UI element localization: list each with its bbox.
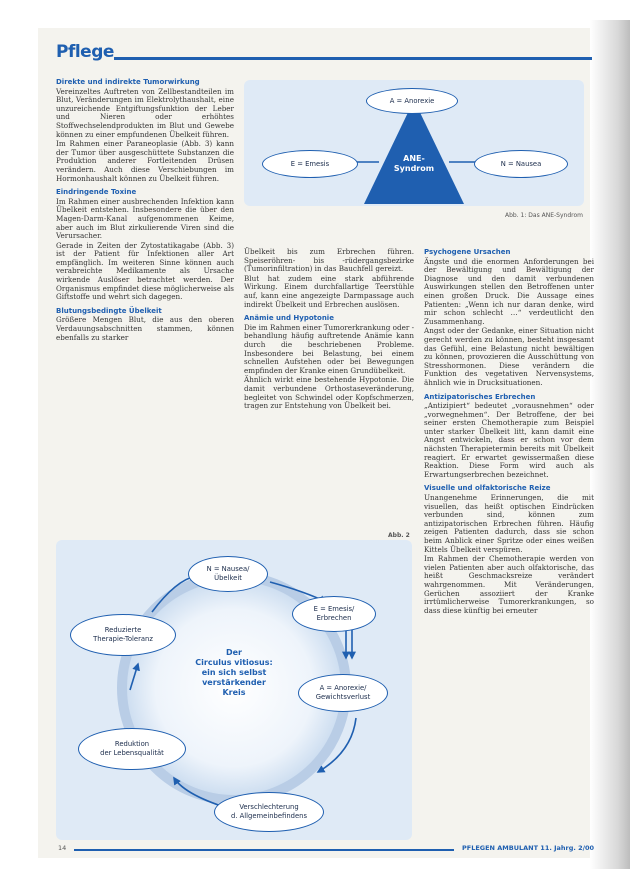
figure-2-node-nausea: [188, 556, 268, 592]
figure-2-node-emesis-line2: Erbrechen: [316, 614, 352, 622]
figure-2-node-emesis: [292, 596, 376, 632]
figure-2-node-verschlechterung: [214, 792, 324, 832]
figure-2-center-line1: Der: [225, 648, 242, 657]
col3-paragraph-1: Ängste und die enormen Anforderungen bei der Bewältigung und Bewältigung der Diagnose und den damit verbundenen Auswirkungen stellen den Betroffenen unter einen großen Druck. Die Aussage eines Patienten: „Wenn ich nur daran denke, wird mir schon schlecht …“ verdeutlicht den Zusammenhang.: [424, 256, 594, 326]
figure-2-node-therapie-toleranz-line1: Reduzierte: [104, 626, 142, 634]
col2-paragraph-4: Ähnlich wirkt eine bestehende Hypotonie. Die damit verbundene Orthostaseveränderung, begleitet von Schwindel oder Kopfschmerzen, tragen zur Entstehung von Übelkeit bei.: [244, 375, 414, 411]
figure-2-node-nausea-line2: Übelkeit: [214, 574, 242, 582]
col3-paragraph-5: Im Rahmen der Chemotherapie werden von vielen Patienten aber auch olfaktorische, das heißt Geschmacksreize verändert wahrgenommen. Mit Veränderungen, Gerüchen assoziiert der Kranke irrtümlicherweise Tumorerkrankungen, so dass diese künftig bei erneuter: [424, 554, 594, 615]
figure-1-nausea-node: N = Nausea: [474, 150, 568, 178]
page-number: 14: [58, 844, 67, 852]
column-2: [244, 248, 414, 412]
section-title: Pflege: [56, 42, 114, 62]
col1-heading-3: Blutungsbedingte Übelkeit: [56, 306, 162, 315]
figure-1-center-line2: Syndrom: [393, 164, 435, 173]
figure-2-node-lebensqualitaet-line1: Reduktion: [114, 740, 150, 748]
figure-2-node-nausea-line1: N = Nausea/: [206, 565, 250, 573]
figure-2-center-text: [184, 648, 284, 698]
figure-2-label: Abb. 2: [388, 532, 410, 539]
figure-1-caption: Abb. 1: Das ANE-Syndrom: [505, 212, 583, 219]
col1-heading-1: Direkte und indirekte Tumorwirkung: [56, 78, 200, 86]
col1-paragraph-4: Gerade in Zeiten der Zytostatikagabe (Abb. 3) ist der Patient für Infektionen aller Art empfänglich. Im weiteren Sinne können auch verabreichte Medikamente als Ursache wirkende Auslöser betrachtet werden. Der Organismus empfindet diese möglicherweise als Giftstoffe und wehrt sich dagegen.: [56, 240, 234, 302]
col3-paragraph-2: Angst oder der Gedanke, einer Situation nicht gerecht werden zu können, besteht insgesamt das Gefühl, eine Belastung nicht bewältigen zu können, provozieren die Ausschüttung von Stresshormonen. Diese verändern die Funktion des vegetativen Nervensystems, ähnlich wie in Drucksituationen.: [424, 326, 594, 387]
col2-paragraph-2: Blut hat zudem eine stark abführende Wirkung. Einem durchfallartige Teerstühle auf, kann eine angezeigte Darmpassage auch indirekt Übelkeit und Erbrechen auslösen.: [244, 273, 414, 309]
figure-2-node-emesis-line1: E = Emesis/: [313, 605, 355, 613]
col2-heading-1: Anämie und Hypotonie: [244, 314, 334, 323]
col3-paragraph-3: „Antizipiert“ bedeutet „vorausnehmen“ oder „vorwegnehmen“. Der Betroffene, der bei seiner ersten Chemotherapie zum Beispiel unter starker Übelkeit litt, kann damit eine Angst entwickeln, dass er schon vor dem nächsten Therapietermin bereits mit Übelkeit reagiert. Er erwartet gewissermaßen diese Reaktion. Diese Form wird auch als Erwartungserbrechen bezeichnet.: [424, 401, 594, 479]
figure-2-node-verschlechterung-line2: d. Allgemeinbefindens: [231, 812, 307, 820]
col3-paragraph-4: Unangenehme Erinnerungen, die mit visuellen, das heißt optischen Eindrücken verbunden sind, können zum antizipatorischen Erbrechen führen. Häufig zeigen Patienten dadurch, dass sie schon beim Anblick einer Spritze oder eines weißen Kittels Übelkeit verspüren.: [424, 493, 594, 554]
col1-paragraph-3: Im Rahmen einer ausbrechenden Infektion kann Übelkeit entstehen. Insbesondere die über den Magen-Darm-Kanal aufgenommenen Keime, aber auch im Blut zirkulierende Viren sind die Verursacher.: [56, 196, 234, 241]
figure-1-anorexie-node: A = Anorexie: [366, 88, 458, 114]
col1-paragraph-2: Im Rahmen einer Paraneoplasie (Abb. 3) kann der Tumor über ausgeschüttete Substanzen die Produktion anderer Fortleitenden Drüsen verändern. Auch diese Verschiebungen im Hormonhaushalt können zu Übelkeit führen.: [56, 139, 234, 183]
figure-2-node-anorexie-line2: Gewichtsverlust: [315, 693, 371, 701]
figure-1-center-line1: ANE-: [403, 154, 425, 163]
figure-2-center-line4: verstärkender: [202, 678, 266, 687]
figure-1-emesis-node: E = Emesis: [262, 150, 358, 178]
col2-paragraph-1: Übelkeit bis zum Erbrechen führen. Speiseröhren- bis -rüdergangsbezirke (Tumorinfiltration) in das Bauchfell gereizt.: [244, 247, 414, 274]
journal-footer: PFLEGEN AMBULANT 11. Jahrg. 2/00: [462, 844, 595, 852]
figure-2-node-lebensqualitaet: [78, 728, 186, 770]
figure-2-node-therapie-toleranz-line2: Therapie-Toleranz: [93, 635, 153, 643]
col3-heading-1: Psychogene Ursachen: [424, 248, 511, 256]
col3-heading-2: Antizipatorisches Erbrechen: [424, 392, 536, 401]
figure-2-center-line2: Circulus vitiosus:: [195, 658, 273, 667]
col1-paragraph-1: Vereinzeltes Auftreten von Zellbestandteilen im Blut, Veränderungen im Elektrolythaushalt, eine unzureichende Entgiftungsfunktion der Leber und Nieren oder erhöhtes Stoffwechselendprodukten im Blut und Gewebe können zu einer empfundenen Übelkeit führen.: [56, 86, 234, 139]
page-gutter-shadow: [590, 20, 630, 869]
figure-2-center-line5: Kreis: [222, 688, 246, 697]
col2-paragraph-3: Die im Rahmen einer Tumorerkrankung oder -behandlung häufig auftretende Anämie kann durch die beschriebenen Probleme. Insbesondere bei Belastung, bei einem schnellen Aufstehen oder bei Bewegungen empfinden der Kranke einen Grundübelkeit.: [244, 322, 414, 375]
figure-2-node-anorexie-line1: A = Anorexie/: [319, 684, 367, 692]
col1-paragraph-5: Größere Mengen Blut, die aus den oberen Verdauungsabschnitten stammen, können ebenfalls zu starker: [56, 315, 234, 342]
figure-2-node-verschlechterung-line1: Verschlechterung: [239, 803, 299, 811]
figure-2-center-line3: ein sich selbst: [201, 668, 267, 677]
column-3: [424, 248, 594, 616]
column-1: [56, 78, 234, 343]
figure-2-node-anorexie: [298, 674, 388, 712]
footer-rule: [74, 849, 454, 851]
col3-heading-3: Visuelle und olfaktorische Reize: [424, 484, 551, 493]
col1-heading-2: Eindringende Toxine: [56, 188, 137, 197]
header-rule: [114, 57, 592, 60]
figure-1-center-label: [384, 154, 444, 174]
figure-2-node-lebensqualitaet-line2: der Lebensqualität: [100, 749, 164, 757]
figure-2-node-therapie-toleranz: [70, 614, 176, 656]
